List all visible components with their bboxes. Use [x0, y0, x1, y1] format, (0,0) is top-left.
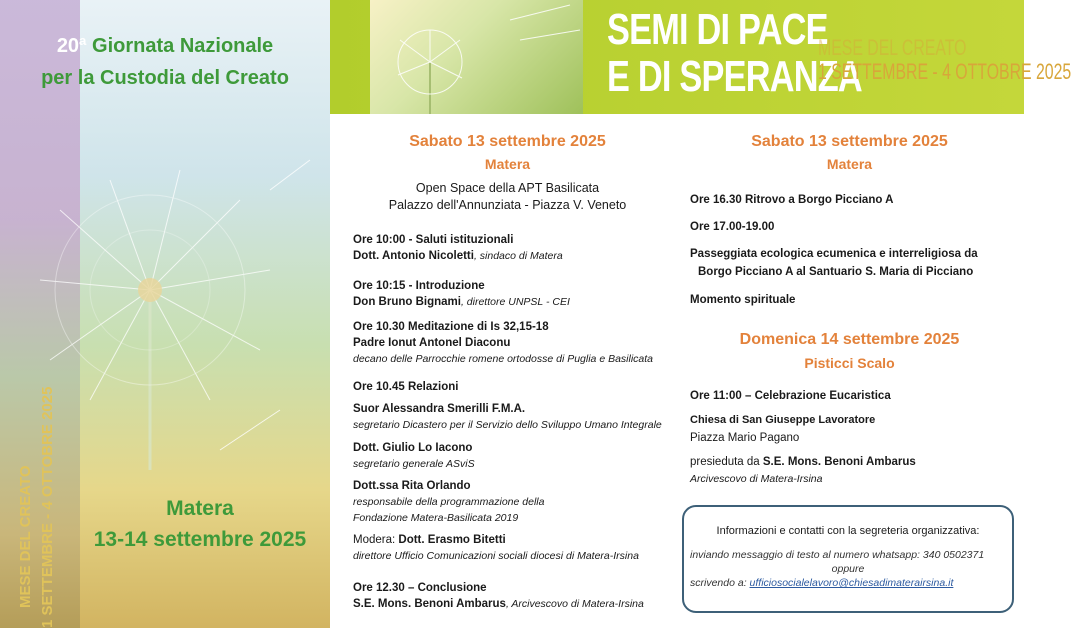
program-item: [353, 379, 678, 395]
presided-prefix: presieduta da: [690, 456, 763, 468]
info-whatsapp: inviando messaggio di testo al numero whatsapp: 340 0502371: [690, 549, 985, 561]
left-title: [0, 30, 330, 94]
item-role: segretario generale ASviS: [353, 458, 475, 470]
right-city: Matera: [826, 156, 873, 172]
header-sub-line2: 1 SETTEMBRE - 4 OTTOBRE 2025: [818, 59, 1071, 84]
email-link[interactable]: ufficiosocialelavoro@chiesadimaterairsina.it: [749, 577, 954, 589]
item-name: Dott.ssa Rita Orlando: [353, 480, 471, 492]
item-name: Suor Alessandra Smerilli F.M.A.: [353, 403, 526, 415]
right-line5: Momento spirituale: [690, 294, 796, 306]
item-role: , Arcivescovo di Matera-Irsina: [505, 598, 644, 610]
item-name: Dott. Giulio Lo Iacono: [353, 442, 473, 454]
right-line1: Ore 16.30 Ritrovo a Borgo Picciano A: [690, 194, 894, 206]
header-title-line2: E DI SPERANZA: [607, 52, 862, 101]
right-line10: Arcivescovo di Matera-Irsina: [690, 473, 823, 485]
item-person: [353, 248, 678, 264]
item-time: Ore 10.30 Meditazione di Is 32,15-18: [353, 321, 549, 333]
program-items: [340, 0, 680, 628]
title-line1: Giornata Nazionale: [92, 35, 274, 57]
program-item: [353, 580, 678, 612]
item-role: decano delle Parrocchie romene ortodosse di Puglia e Basilicata: [353, 353, 654, 365]
strip-line2: 1 SETTEMBRE - 4 OTTOBRE 2025: [39, 386, 56, 628]
program-item: [353, 319, 678, 367]
strip-line1: MESE DEL CREATO: [17, 465, 34, 608]
right-line7: Chiesa di San Giuseppe Lavoratore: [690, 414, 876, 426]
item-role: , sindaco di Matera: [473, 250, 563, 262]
venue-line2: Palazzo dell'Annunziata - Piazza V. Veneto: [388, 198, 627, 212]
item-time: Ore 12.30 – Conclusione: [353, 582, 487, 594]
venue-line1: Open Space della APT Basilicata: [415, 181, 600, 195]
right-line6: Ore 11:00 – Celebrazione Eucaristica: [690, 390, 891, 402]
mid-date: Sabato 13 settembre 2025: [409, 133, 606, 150]
info-box: [682, 505, 1014, 613]
right-line9: [690, 454, 1015, 470]
item-role: segretario Dicastero per il Servizio dello Sviluppo Umano Integrale: [353, 419, 662, 431]
program-item: [353, 440, 678, 472]
program-item: [353, 232, 678, 264]
right-date2: Domenica 14 settembre 2025: [739, 331, 960, 348]
strip-vertical-text: [6, 386, 66, 628]
right-line3: Passeggiata ecologica ecumenica e interreligiosa da: [690, 248, 978, 260]
header-title-line1: SEMI DI PACE: [607, 5, 828, 54]
item-person: [353, 294, 678, 310]
item-prefix: Modera:: [353, 534, 399, 546]
item-time: Ore 10:00 - Saluti istituzionali: [353, 234, 514, 246]
item-role: direttore Ufficio Comunicazioni sociali diocesi di Matera-Irsina: [353, 550, 639, 562]
right-city2: Pisticci Scalo: [804, 355, 895, 371]
right-line4: Borgo Picciano A al Santuario S. Maria di Picciano: [698, 266, 974, 278]
place-dates: 13-14 settembre 2025: [93, 528, 307, 551]
mid-city: Matera: [484, 156, 531, 172]
info-heading: Informazioni e contatti con la segreteria organizzativa:: [716, 525, 980, 537]
info-email-line: [690, 577, 953, 589]
item-time: Ore 10.45 Relazioni: [353, 381, 459, 393]
item-role: responsabile della programmazione della: [353, 496, 545, 508]
left-panel: [0, 0, 330, 628]
item-name: S.E. Mons. Benoni Ambarus: [353, 598, 506, 610]
program-item: [353, 401, 678, 433]
right-line8: Piazza Mario Pagano: [690, 432, 800, 444]
right-date: Sabato 13 settembre 2025: [751, 133, 948, 150]
info-or: oppure: [831, 563, 865, 575]
item-name: Dott. Antonio Nicoletti: [353, 250, 474, 262]
title-line2: per la Custodia del Creato: [41, 67, 289, 89]
title-edition: 20ª: [56, 35, 87, 57]
right-line2: Ore 17.00-19.00: [690, 221, 775, 233]
program-item: [353, 532, 678, 564]
program-item: [353, 478, 678, 526]
item-name: Dott. Erasmo Bitetti: [398, 534, 506, 546]
item-person: [353, 596, 678, 612]
left-location: [60, 493, 340, 555]
item-role: , direttore UNPSL - CEI: [460, 296, 570, 308]
item-name: Don Bruno Bignami: [353, 296, 461, 308]
program-item: [353, 278, 678, 310]
item-role: Fondazione Matera-Basilicata 2019: [353, 512, 519, 524]
item-person: [353, 532, 678, 548]
presided-name: S.E. Mons. Benoni Ambarus: [762, 456, 916, 468]
place-name: Matera: [166, 497, 234, 520]
item-time: Ore 10:15 - Introduzione: [353, 280, 485, 292]
item-name: Padre Ionut Antonel Diaconu: [353, 337, 511, 349]
header-sub-line1: MESE DEL CREATO: [818, 35, 967, 60]
info-email-prefix: scrivendo a:: [690, 577, 750, 589]
